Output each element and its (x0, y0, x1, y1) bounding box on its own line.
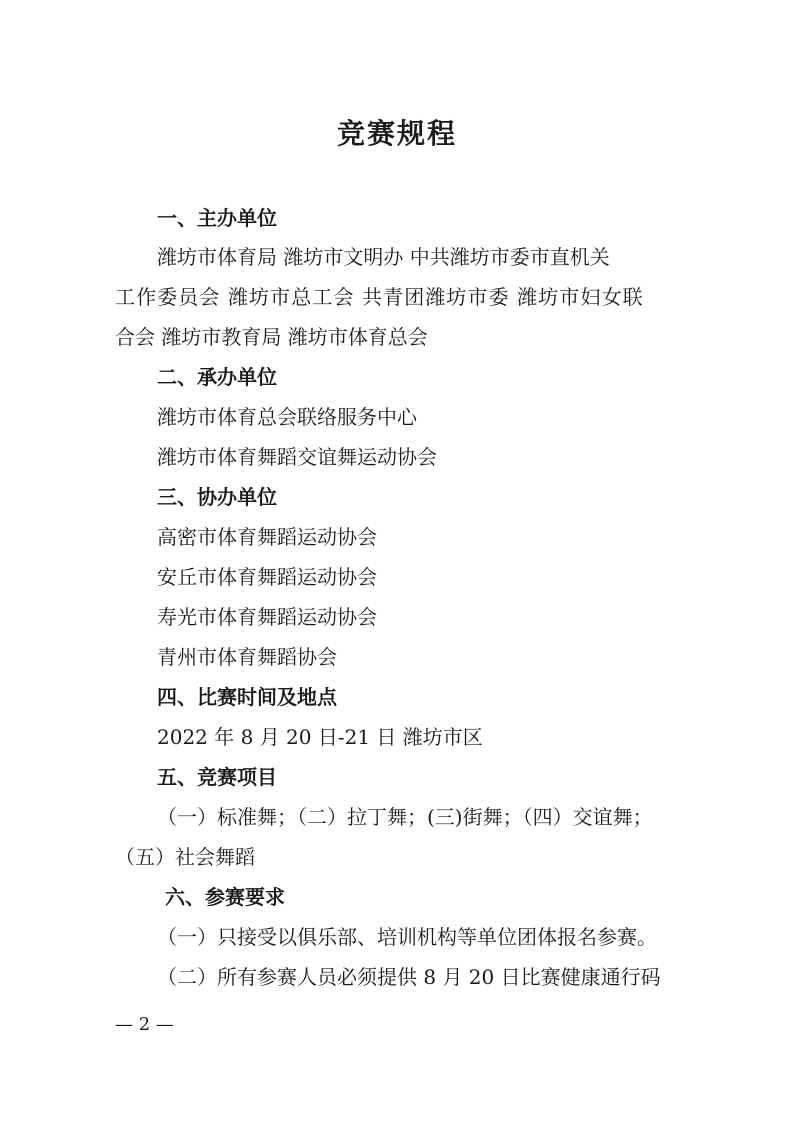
section-heading-co-organizer: 三、协办单位 (157, 485, 277, 509)
co-organizer-line-2: 安丘市体育舞蹈运动协会 (157, 565, 377, 589)
organizer-line-1 (157, 243, 680, 271)
events-line-1: （一）标准舞；（二）拉丁舞；(三)街舞；（四）交谊舞； (157, 805, 653, 829)
requirements-line-1: （一）只接受以俱乐部、培训机构等单位团体报名参赛。 (157, 925, 657, 949)
co-organizer-line-4: 青州市体育舞蹈协会 (157, 645, 337, 669)
events-line-2: （五）社会舞蹈 (115, 845, 255, 869)
co-organizer-line-1: 高密市体育舞蹈运动协会 (157, 525, 377, 549)
section-heading-time-place: 四、比赛时间及地点 (157, 685, 337, 709)
host-line-2: 潍坊市体育舞蹈交谊舞运动协会 (157, 445, 437, 469)
host-line-1: 潍坊市体育总会联络服务中心 (157, 405, 417, 429)
section-heading-events: 五、竞赛项目 (157, 765, 277, 789)
requirements-line-2: （二）所有参赛人员必须提供 8 月 20 日比赛健康通行码 (157, 965, 661, 989)
document-title: 竞赛规程 (336, 117, 457, 150)
co-organizer-line-3: 寿光市体育舞蹈运动协会 (157, 605, 377, 629)
section-heading-organizer: 一、主办单位 (157, 206, 277, 230)
organizer-line-2: 工作委员会 潍坊市总工会 共青团潍坊市委 潍坊市妇女联 (115, 285, 644, 309)
section-heading-host: 二、承办单位 (157, 365, 277, 389)
organizer-line-1-text: 潍坊市体育局 潍坊市文明办 中共潍坊市委市直机关 (157, 245, 610, 269)
organizer-line-3: 合会 潍坊市教育局 潍坊市体育总会 (115, 325, 428, 349)
section-heading-requirements: 六、参赛要求 (165, 885, 285, 909)
time-place-line: 2022 年 8 月 20 日-21 日 潍坊市区 (157, 725, 483, 749)
page-number: — 2 — (115, 1014, 174, 1035)
